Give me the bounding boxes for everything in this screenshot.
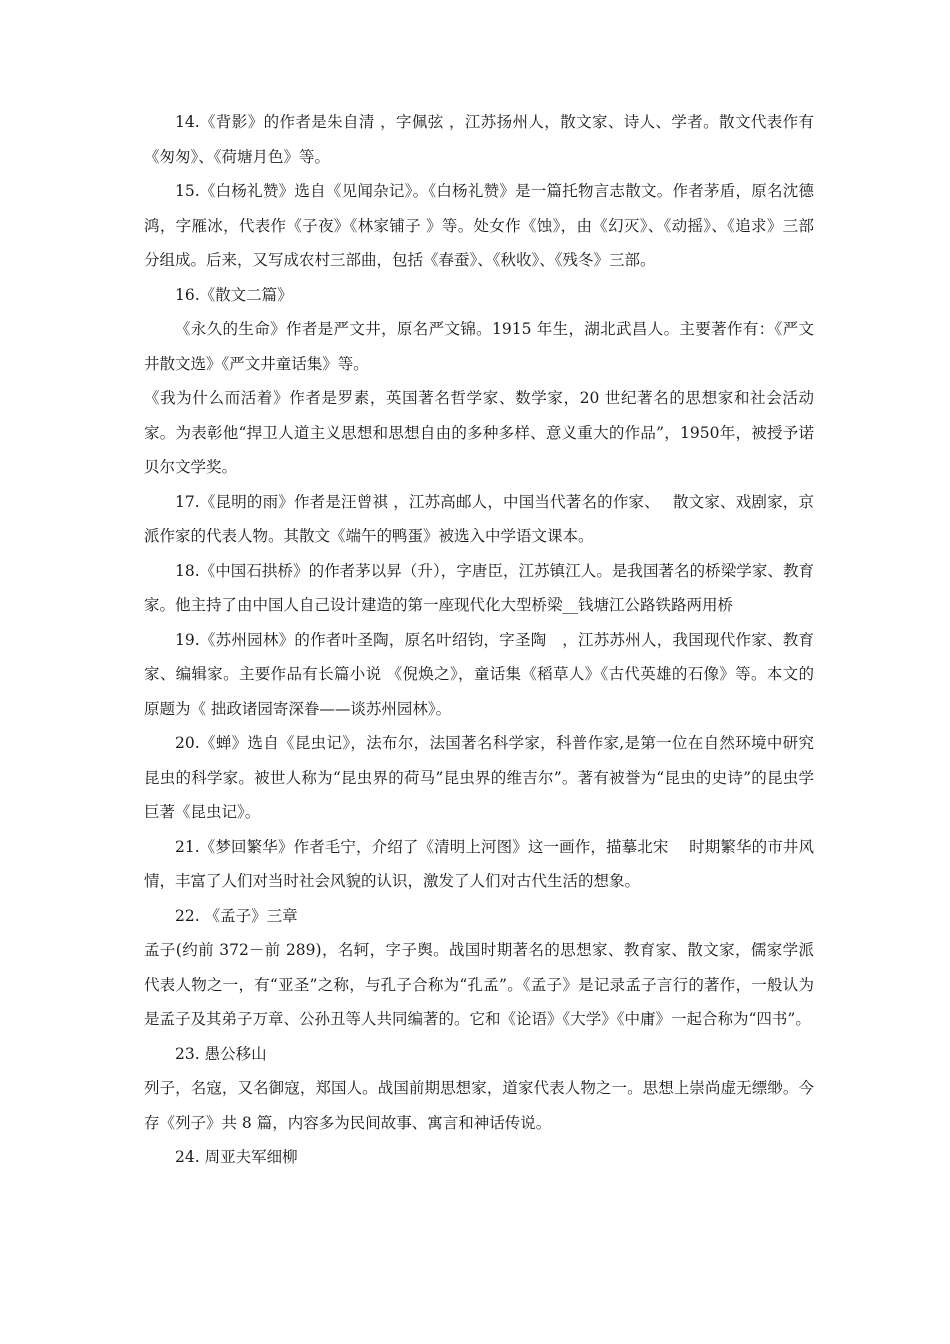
paragraph-yongjiu-de-shengming: 《永久的生命》作者是严文井，原名严文锦。1915 年生，湖北武昌人。主要著作有：《严文井散文选》《严文井童话集》等。 xyxy=(144,320,814,373)
document-page xyxy=(144,105,814,1175)
paragraph-24-heading: 24. 周亚夫军细柳 xyxy=(175,1148,298,1166)
paragraph-17-kunming-de-yu: 17.《昆明的雨》作者是汪曾祺 ，江苏高邮人，中国当代著名的作家、 散文家、戏剧家，京派作家的代表人物。其散文《端午的鸭蛋》被选入中学语文课本。 xyxy=(144,492,814,545)
paragraph-16-heading: 16.《散文二篇》 xyxy=(175,285,293,304)
paragraph-20-chan: 20.《蝉》选自《昆虫记》，法布尔，法国著名科学家，科普作家,是第一位在自然环境中研究昆虫的科学家。被世人称为“昆虫界的荷马”昆虫界的维吉尔”。著有被誉为“昆虫的史诗”的昆虫学巨著《昆虫记》。 xyxy=(144,734,814,821)
paragraph-18-zhongguo-shigongqiao: 18.《中国石拱桥》的作者茅以昇（升），字唐臣，江苏镇江人。是我国著名的桥梁学家、教育家。他主持了由中国人自己设计建造的第一座现代化大型桥梁__钱塘江公路铁路两用桥 xyxy=(144,561,814,614)
paragraph-19-suzhou-yuanlin: 19.《苏州园林》的作者叶圣陶，原名叶绍钧，字圣陶 ，江苏苏州人，我国现代作家、教育家、编辑家。主要作品有长篇小说 《倪焕之》，童话集《稻草人》《古代英雄的石像》等。本文的原题为《 拙政诸园寄深眷——谈苏州园林》。 xyxy=(144,630,814,718)
paragraph-15-baiyang-lizan: 15.《白杨礼赞》选自《见闻杂记》。《白杨礼赞》是一篇托物言志散文。作者茅盾，原名沈德鸿，字雁冰，代表作《子夜》《林家铺子 》等。处女作《蚀》，由《幻灭》、《动摇》、《追求》三部分组成。后来，又写成农村三部曲，包括《春蚕》、《秋收》、《残冬》三部。 xyxy=(144,182,814,269)
paragraph-14-beiying: 14.《背影》的作者是朱自清 ，字佩弦 ，江苏扬州人，散文家、诗人、学者。散文代表作有《匆匆》、《荷塘月色》等。 xyxy=(144,113,814,166)
paragraph-liezi-bio: 列子，名寇，又名御寇，郑国人。战国前期思想家，道家代表人物之一。思想上崇尚虚无缥缈。今存《列子》共 8 篇，内容多为民间故事、寓言和神话传说。 xyxy=(144,1079,814,1132)
paragraph-22-heading: 22. 《孟子》三章 xyxy=(175,906,298,925)
paragraph-wo-weishenme-er-huozhe: 《我为什么而活着》作者是罗素，英国著名哲学家、数学家，20 世纪著名的思想家和社会活动家。为表彰他“捍卫人道主义思想和思想自由的多种多样、意义重大的作品”，1950年，被授予诺贝尔文学奖。 xyxy=(144,389,814,476)
paragraph-23-heading: 23. 愚公移山 xyxy=(175,1044,267,1063)
paragraph-mengzi-bio: 孟子(约前 372－前 289)，名轲，字子舆。战国时期著名的思想家、教育家、散文家，儒家学派代表人物之一，有“亚圣”之称，与孔子合称为“孔孟”。《孟子》是记录孟子言行的著作，一般认为是孟子及其弟子万章、公孙丑等人共同编著的。它和《论语》《大学》《中庸》一起合称为“四书”。 xyxy=(144,941,814,1028)
paragraph-21-menghui-fanhua: 21.《梦回繁华》作者毛宁，介绍了《清明上河图》这一画作，描摹北宋 时期繁华的市井风情，丰富了人们对当时社会风貌的认识，激发了人们对古代生活的想象。 xyxy=(144,837,814,890)
